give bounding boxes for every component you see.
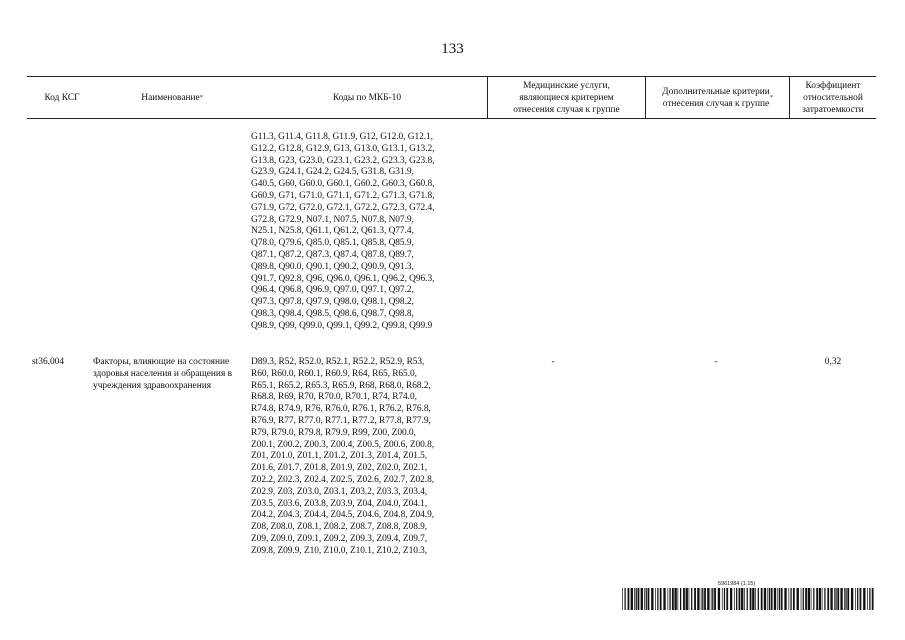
code-line: Q89.8, Q90.0, Q90.1, Q90.2, Q90.9, Q91.3,: [251, 261, 414, 272]
code-line: R76.9, R77, R77.0, R77.1, R77.2, R77.8, R77.9,: [251, 415, 431, 426]
code-line: Z02.9, Z03, Z03.0, Z03.1, Z03.2, Z03.3, Z03.4,: [251, 486, 428, 497]
row-additional: -: [714, 357, 718, 367]
code-line: G13.8, G23, G23.0, G23.1, G23.2, G23.3, G23.8,: [251, 155, 435, 166]
code-line: Z04.2, Z04.3, Z04.4, Z04.5, Z04.6, Z04.8, Z04.9,: [251, 510, 434, 521]
code-line: Z02.2, Z02.3, Z02.4, Z02.5, Z02.6, Z02.7, Z02.8,: [251, 474, 434, 485]
header-cell-coefficient: Коэффициент относительной затратоемкости: [802, 80, 864, 115]
barcode: [622, 588, 876, 610]
code-line: G11.3, G11.4, G11.8, G11.9, G12, G12.0, G12.1,: [251, 132, 433, 142]
code-line: R65.1, R65.2, R65.3, R65.9, R68, R68.0, R68.2,: [251, 380, 431, 391]
header-cell-name: Наименование *: [141, 92, 203, 103]
code-line: Q87.1, Q87.2, Q87.3, Q87.4, Q87.8, Q89.7,: [251, 249, 414, 260]
code-line: G71.9, G72, G72.0, G72.1, G72.2, G72.3, G72.4,: [251, 202, 435, 213]
code-line: R79, R79.0, R79.8, R79.9, R99, Z00, Z00.0,: [251, 427, 416, 438]
header-cell-services: Медицинские услуги, являющиеся критерием отнесения случая к группе: [513, 80, 620, 115]
code-line: Q78.0, Q79.6, Q85.0, Q85.1, Q85.8, Q85.9,: [251, 238, 414, 249]
header-cell-additional: Дополнительные критерии отнесения случая к группе *: [662, 86, 773, 109]
header-cell-mkb: Коды по МКБ-10: [332, 92, 402, 103]
code-line: Z00.1, Z00.2, Z00.3, Z00.4, Z00.5, Z00.6, Z00.8,: [251, 439, 434, 450]
row-name: Факторы, влияющие на состояние здоровья населения и обращения в учреждения здравоохранения: [93, 357, 233, 391]
code-line: N25.1, N25.8, Q61.1, Q61.2, Q61.3, Q77.4,: [251, 226, 414, 237]
header-cell-code: Код КСГ: [44, 92, 80, 103]
code-line: G23.9, G24.1, G24.2, G24.5, G31.8, G31.9,: [251, 167, 414, 178]
code-line: Q96.4, Q96.8, Q96.9, Q97.0, Q97.1, Q97.2,: [251, 285, 414, 296]
code-line: Q91.7, Q92.8, Q96, Q96.0, Q96.1, Q96.2, Q96.3,: [251, 273, 435, 284]
code-line: G12.2, G12.8, G12.9, G13, G13.0, G13.1, G13.2,: [251, 143, 435, 154]
code-line: Z01, Z01.0, Z01.1, Z01.2, Z01.3, Z01.4, Z01.5,: [251, 451, 428, 462]
code-line: Z01.6, Z01.7, Z01.8, Z01.9, Z02, Z02.0, Z02.1,: [251, 463, 428, 474]
code-line: G72.8, G72.9, N07.1, N07.5, N07.8, N07.9,: [251, 214, 414, 225]
code-line: Q98.3, Q98.4, Q98.5, Q98.6, Q98.7, Q98.8,: [251, 308, 414, 319]
row-mkb-codes: [251, 357, 483, 558]
row-coefficient: 0,32: [824, 357, 842, 367]
continuation-codes: [251, 132, 483, 333]
code-line: Z08, Z08.0, Z08.1, Z08.2, Z08.7, Z08.8, Z08.9,: [251, 522, 428, 533]
code-line: G40.5, G60, G60.0, G60.1, G60.2, G60.3, G60.8,: [251, 179, 435, 190]
page-number: 133: [441, 41, 464, 57]
table-header-bottom-rule: [27, 118, 876, 119]
code-line: Z09.8, Z09.9, Z10, Z10.0, Z10.1, Z10.2, Z10.3,: [251, 545, 428, 556]
code-line: D89.3, R52, R52.0, R52.1, R52.2, R52.9, R53,: [251, 357, 425, 367]
code-line: Q98.9, Q99, Q99.0, Q99.1, Q99.2, Q99.8, Q99.9: [251, 320, 433, 331]
code-line: Z03.5, Z03.6, Z03.8, Z03.9, Z04, Z04.0, Z04.1,: [251, 498, 428, 509]
row-code: st36.004: [32, 357, 65, 367]
code-line: Z09, Z09.0, Z09.1, Z09.2, Z09.3, Z09.4, Z09.7,: [251, 533, 428, 544]
row-services: -: [551, 357, 555, 367]
code-line: Q97.3, Q97.8, Q97.9, Q98.0, Q98.1, Q98.2,: [251, 297, 414, 308]
code-line: R74.8, R74.9, R76, R76.0, R76.1, R76.2, R76.8,: [251, 404, 431, 415]
code-line: R60, R60.0, R60.1, R60.9, R64, R65, R65.0,: [251, 368, 417, 379]
code-line: R68.8, R69, R70, R70.0, R70.1, R74, R74.0,: [251, 392, 417, 403]
code-line: G60.9, G71, G71.0, G71.1, G71.2, G71.3, G71.8,: [251, 190, 435, 201]
barcode-label: 5961984 (1.15): [718, 581, 756, 587]
